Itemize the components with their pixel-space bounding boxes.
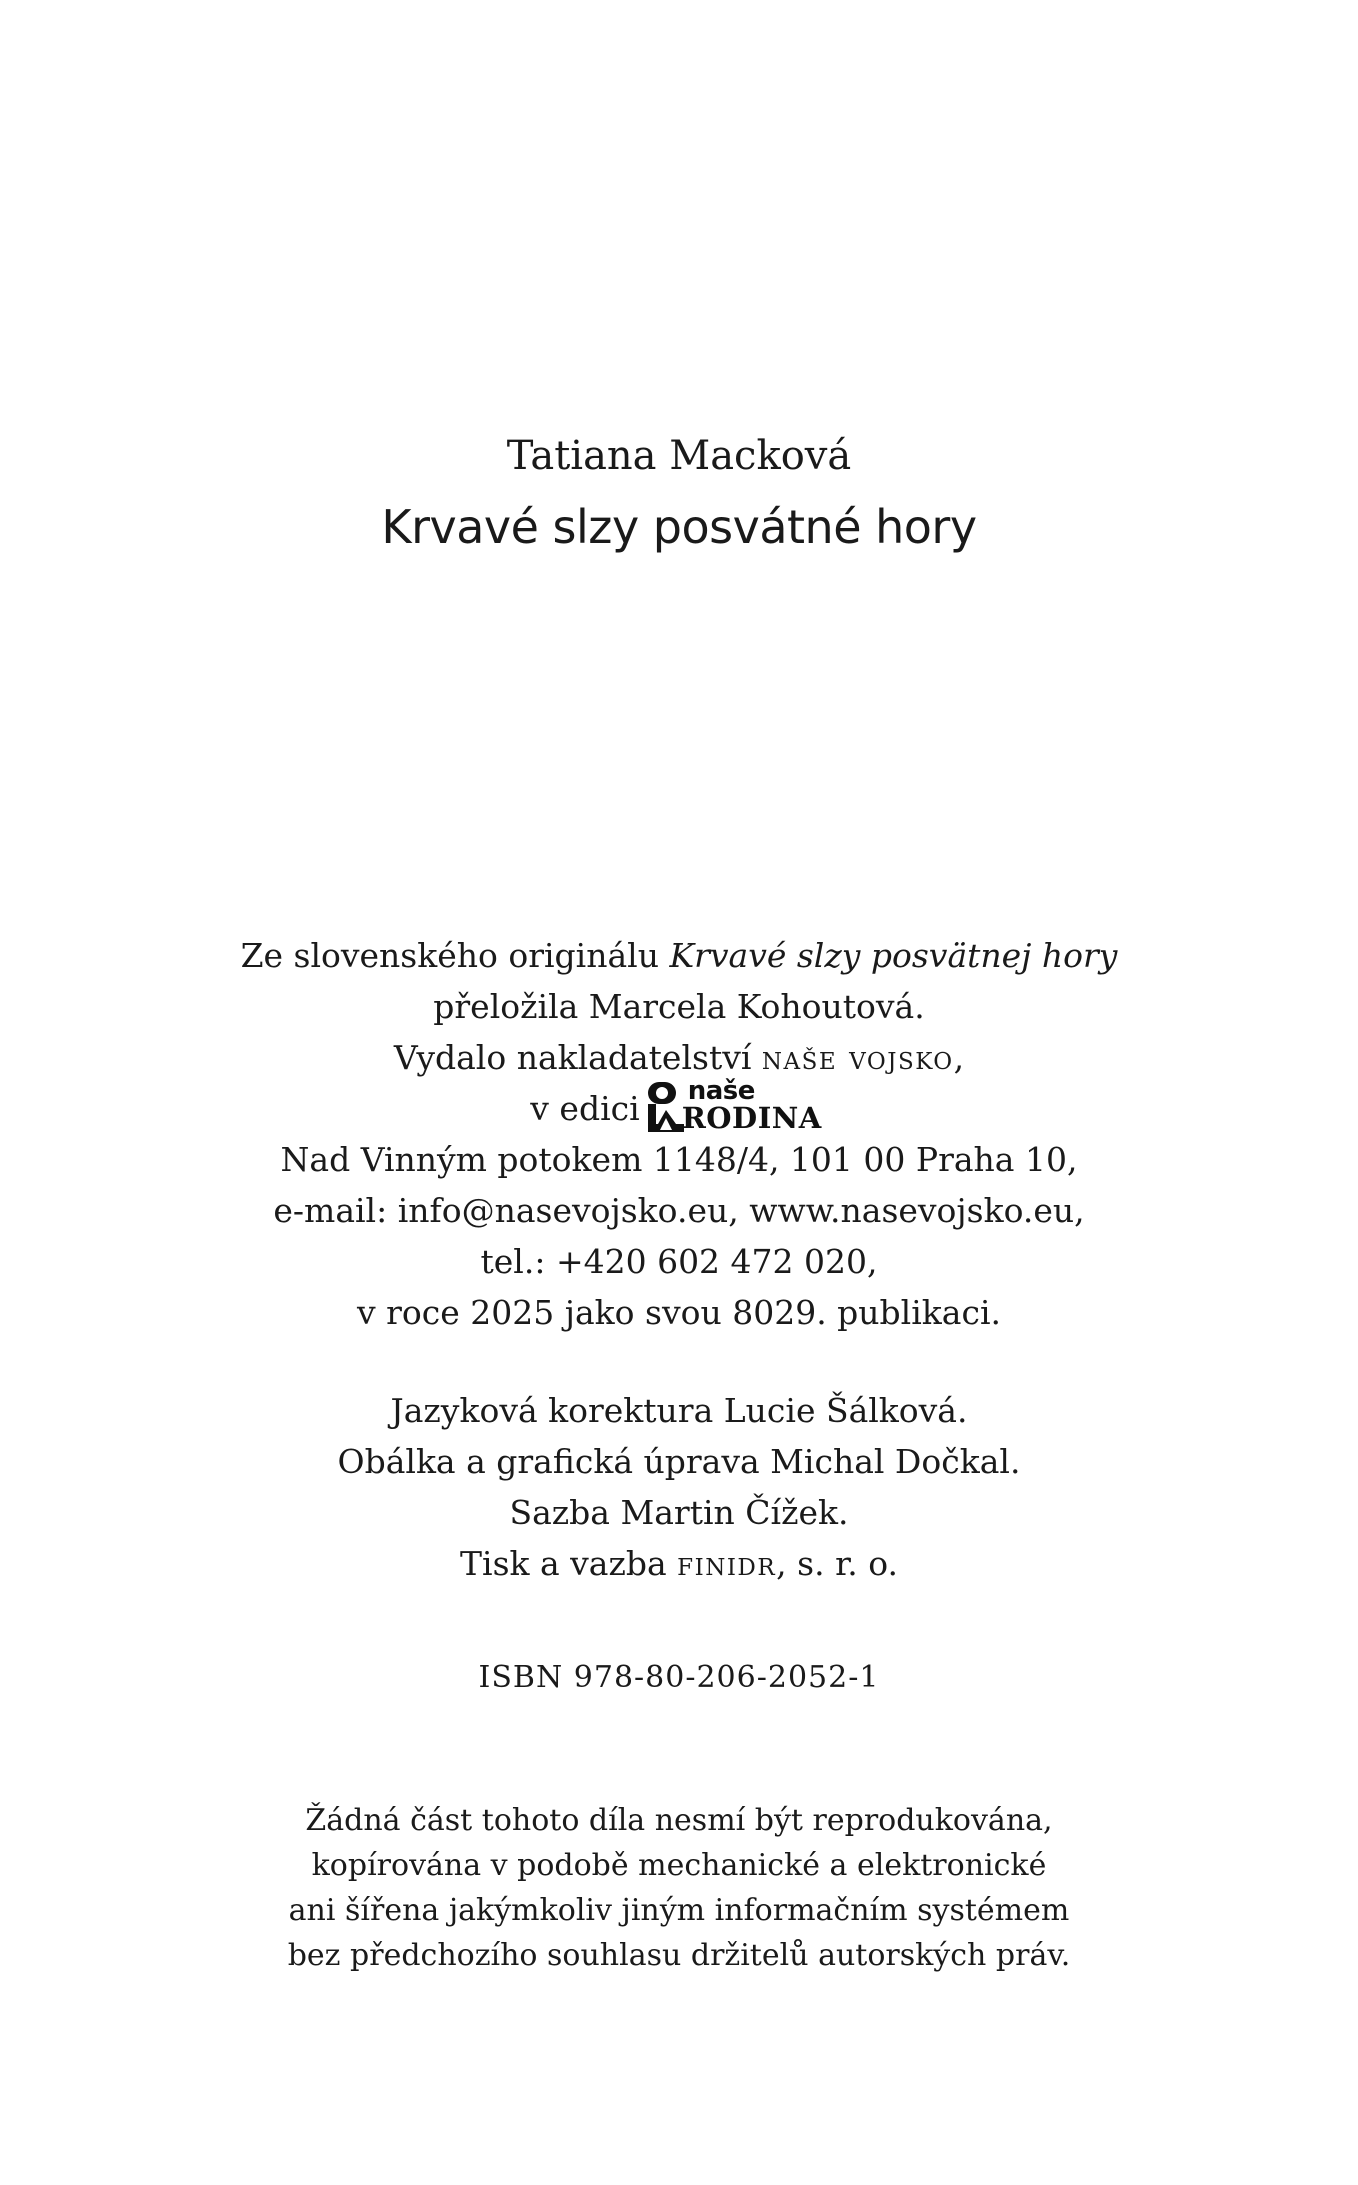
imprint-publisher-suffix: ,: [953, 1038, 965, 1077]
book-title: Krvavé slzy posvátné hory: [381, 500, 977, 554]
credits-typesetting: Sazba Martin Čížek.: [509, 1493, 849, 1532]
credits-proofreading: Jazyková korektura Lucie Šálková.: [390, 1391, 968, 1430]
imprint-contact-line: e-mail: info@nasevojsko.eu, www.nasevojsko.eu,: [273, 1191, 1085, 1230]
imprint-original-prefix: Ze slovenského originálu: [240, 936, 670, 975]
imprint-publisher-line: [0, 1032, 1358, 1083]
author-name: Tatiana Macková: [506, 433, 852, 479]
imprint-edition-prefix: v edici: [530, 1089, 640, 1128]
imprint-publisher-prefix: Vydalo nakladatelství: [393, 1038, 762, 1077]
imprint-translator-line: přeložila Marcela Kohoutová.: [433, 987, 925, 1026]
credits-printing-suffix: , s. r. o.: [776, 1544, 898, 1583]
copyright-line-1: Žádná část tohoto díla nesmí být reprodukována,: [305, 1803, 1053, 1838]
credits-cover-design: Obálka a grafická úprava Michal Dočkal.: [337, 1442, 1021, 1481]
credits-printing-line: [0, 1538, 1358, 1589]
imprint-phone-line: tel.: +420 602 472 020,: [480, 1242, 878, 1281]
credits-printing-prefix: Tisk a vazba: [460, 1544, 678, 1583]
publisher-name: naše vojsko: [761, 1038, 954, 1077]
logo-text-top: naše: [687, 1076, 755, 1106]
printer-name: finidr: [677, 1544, 777, 1583]
copyright-line-4: bez předchozího souhlasu držitelů autorských práv.: [287, 1938, 1071, 1973]
imprint-year-line: v roce 2025 jako svou 8029. publikaci.: [357, 1293, 1001, 1332]
copyright-line-2: kopírována v podobě mechanické a elektronické: [311, 1848, 1047, 1883]
isbn: ISBN 978-80-206-2052-1: [478, 1660, 880, 1695]
imprint-address-line: Nad Vinným potokem 1148/4, 101 00 Praha 10,: [280, 1140, 1078, 1179]
nase-rodina-logo: [646, 1076, 828, 1135]
imprint-original-title-line: [0, 930, 1358, 981]
logo-text-bottom: RODINA: [681, 1101, 822, 1135]
copyright-line-3: ani šířena jakýmkoliv jiným informačním systémem: [288, 1893, 1070, 1928]
original-title: Krvavé slzy posvätnej hory: [669, 936, 1118, 975]
nase-rodina-logo-mark-icon: [646, 1080, 686, 1134]
imprint-edition-line: [0, 1076, 1358, 1138]
